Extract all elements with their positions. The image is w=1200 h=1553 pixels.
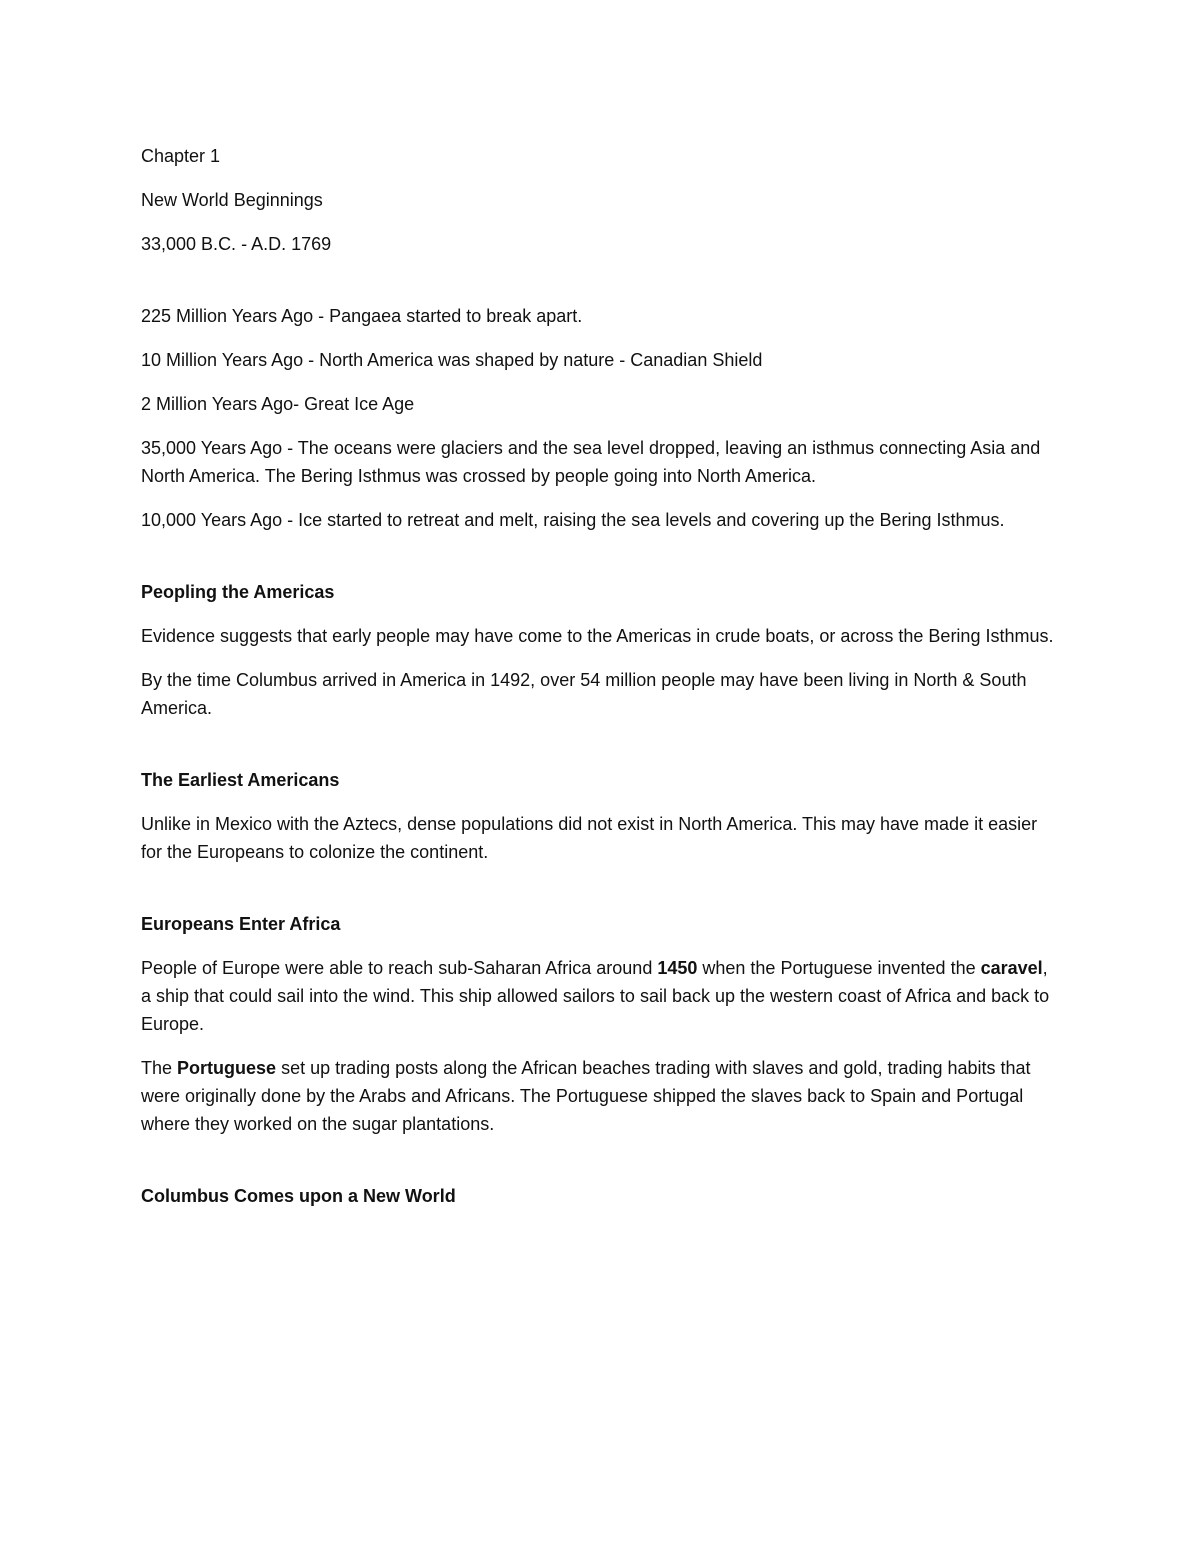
text-run: People of Europe were able to reach sub-Saharan Africa around	[141, 958, 658, 978]
bold-term-caravel: caravel	[980, 958, 1043, 978]
paragraph	[141, 1054, 1061, 1138]
bold-year: 1450	[657, 958, 698, 978]
timeline-item: 35,000 Years Ago - The oceans were glaciers and the sea level dropped, leaving an isthmus connecting Asia and North America. The Bering Isthmus was crossed by people going into North America.	[141, 438, 1041, 486]
text-run: The	[141, 1058, 178, 1078]
bold-term-portuguese: Portuguese	[177, 1058, 277, 1078]
spacer	[141, 882, 1061, 910]
paragraph	[141, 954, 1061, 1038]
chapter-dates: 33,000 B.C. - A.D. 1769	[141, 234, 332, 254]
section-heading-earliest: The Earliest Americans	[141, 770, 340, 790]
section-heading-africa: Europeans Enter Africa	[141, 914, 341, 934]
chapter-title: New World Beginnings	[141, 190, 323, 210]
spacer	[141, 274, 1061, 302]
text-run: when the Portuguese invented the	[697, 958, 981, 978]
document-body	[141, 142, 1061, 1226]
timeline-item: 2 Million Years Ago- Great Ice Age	[141, 394, 415, 414]
text-run: , a ship that could sail into the wind. This ship allowed sailors to sail back up the western coast of Africa and back to Europe.	[141, 958, 1050, 1034]
section-heading-peopling: Peopling the Americas	[141, 582, 335, 602]
paragraph: By the time Columbus arrived in America in 1492, over 54 million people may have been living in North & South America.	[141, 670, 1027, 718]
text-run: set up trading posts along the African beaches trading with slaves and gold, trading habits that were originally done by the Arabs and Africans. The Portuguese shipped the slaves back to Spain and Portugal where they worked on the sugar plantations.	[141, 1058, 1031, 1134]
spacer	[141, 550, 1061, 578]
timeline-item: 225 Million Years Ago - Pangaea started to break apart.	[141, 306, 583, 326]
paragraph: Unlike in Mexico with the Aztecs, dense populations did not exist in North America. This may have made it easier for the Europeans to colonize the continent.	[141, 814, 1038, 862]
section-heading-columbus: Columbus Comes upon a New World	[141, 1186, 456, 1206]
spacer	[141, 738, 1061, 766]
spacer	[141, 1154, 1061, 1182]
paragraph: Evidence suggests that early people may have come to the Americas in crude boats, or across the Bering Isthmus.	[141, 626, 1054, 646]
timeline-item: 10,000 Years Ago - Ice started to retreat and melt, raising the sea levels and covering up the Bering Isthmus.	[141, 510, 1005, 530]
timeline-item: 10 Million Years Ago - North America was shaped by nature - Canadian Shield	[141, 350, 763, 370]
chapter-label: Chapter 1	[141, 146, 221, 166]
